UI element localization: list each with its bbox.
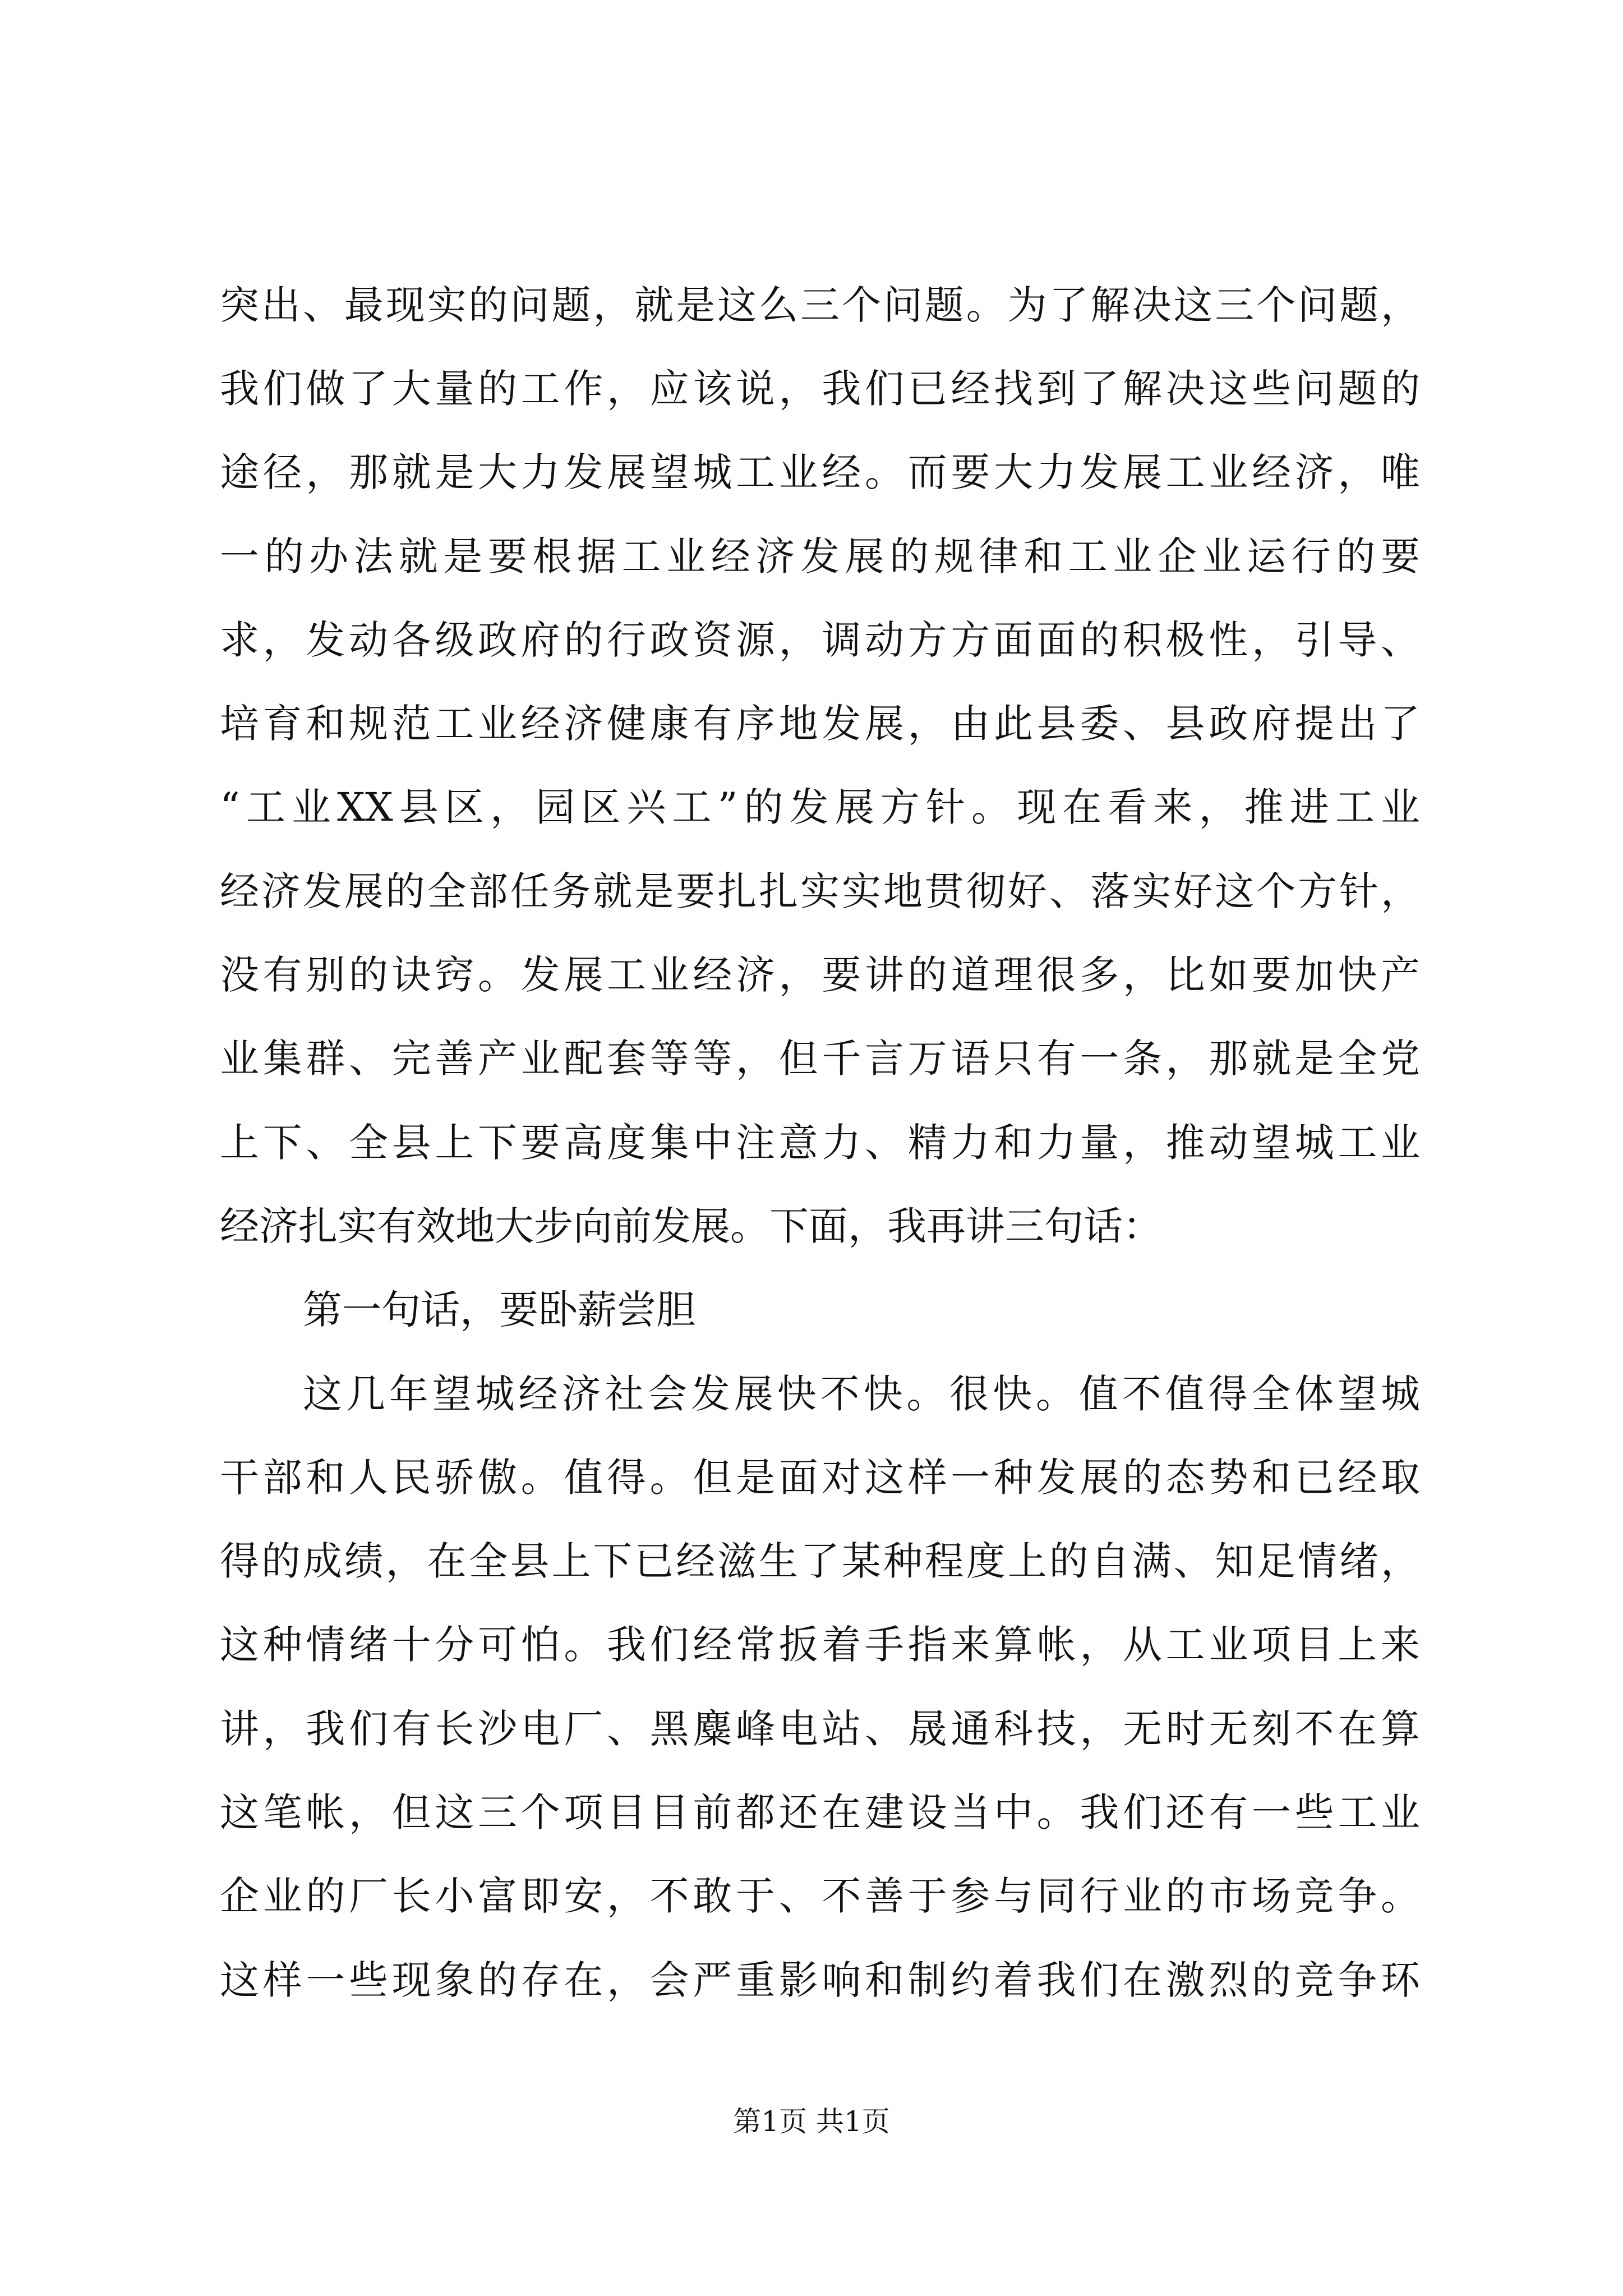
body-text-line: 讲，我们有长沙电厂、黑麋峰电站、晟通科技，无时无刻不在算 bbox=[220, 1706, 1420, 1752]
body-text-line: 经济发展的全部任务就是要扎扎实实地贯彻好、落实好这个方针， bbox=[220, 868, 1420, 914]
body-text-line: 上下、全县上下要高度集中注意力、精力和力量，推动望城工业 bbox=[220, 1120, 1420, 1166]
body-text-line: 途径，那就是大力发展望城工业经。而要大力发展工业经济，唯 bbox=[220, 449, 1420, 495]
body-text-line: 这样一些现象的存在，会严重影响和制约着我们在激烈的竞争环 bbox=[220, 1957, 1420, 2003]
body-text-line: 求，发动各级政府的行政资源，调动方方面面的积极性，引导、 bbox=[220, 617, 1420, 663]
body-text-line: 这几年望城经济社会发展快不快。很快。值不值得全体望城 bbox=[303, 1371, 1420, 1417]
body-text-line: 这种情绪十分可怕。我们经常扳着手指来算帐，从工业项目上来 bbox=[220, 1622, 1420, 1668]
body-text-line: 业集群、完善产业配套等等，但千言万语只有一条，那就是全党 bbox=[220, 1036, 1420, 1082]
body-text-line: 一的办法就是要根据工业经济发展的规律和工业企业运行的要 bbox=[220, 533, 1420, 579]
body-text-line: 干部和人民骄傲。值得。但是面对这样一种发展的态势和已经取 bbox=[220, 1455, 1420, 1501]
body-text-line: 经济扎实有效地大步向前发展。下面，我再讲三句话： bbox=[220, 1203, 1162, 1249]
body-text-line: “工业XX县区，园区兴工”的发展方针。现在看来，推进工业 bbox=[220, 784, 1420, 830]
body-text-line: 我们做了大量的工作，应该说，我们已经找到了解决这些问题的 bbox=[220, 366, 1420, 412]
body-text-line: 这笔帐，但这三个项目目前都还在建设当中。我们还有一些工业 bbox=[220, 1789, 1420, 1835]
body-text-line: 企业的厂长小富即安，不敢于、不善于参与同行业的市场竞争。 bbox=[220, 1873, 1420, 1919]
body-text-line: 没有别的诀窍。发展工业经济，要讲的道理很多，比如要加快产 bbox=[220, 952, 1420, 998]
page-number-footer: 第1页 共1页 bbox=[733, 2105, 890, 2138]
body-text-line: 得的成绩，在全县上下已经滋生了某种程度上的自满、知足情绪， bbox=[220, 1538, 1420, 1584]
section-heading: 第一句话，要卧薪尝胆 bbox=[303, 1287, 695, 1333]
body-text-line: 培育和规范工业经济健康有序地发展，由此县委、县政府提出了 bbox=[220, 701, 1420, 747]
body-text-line: 突出、最现实的问题，就是这么三个问题。为了解决这三个问题， bbox=[220, 282, 1420, 328]
